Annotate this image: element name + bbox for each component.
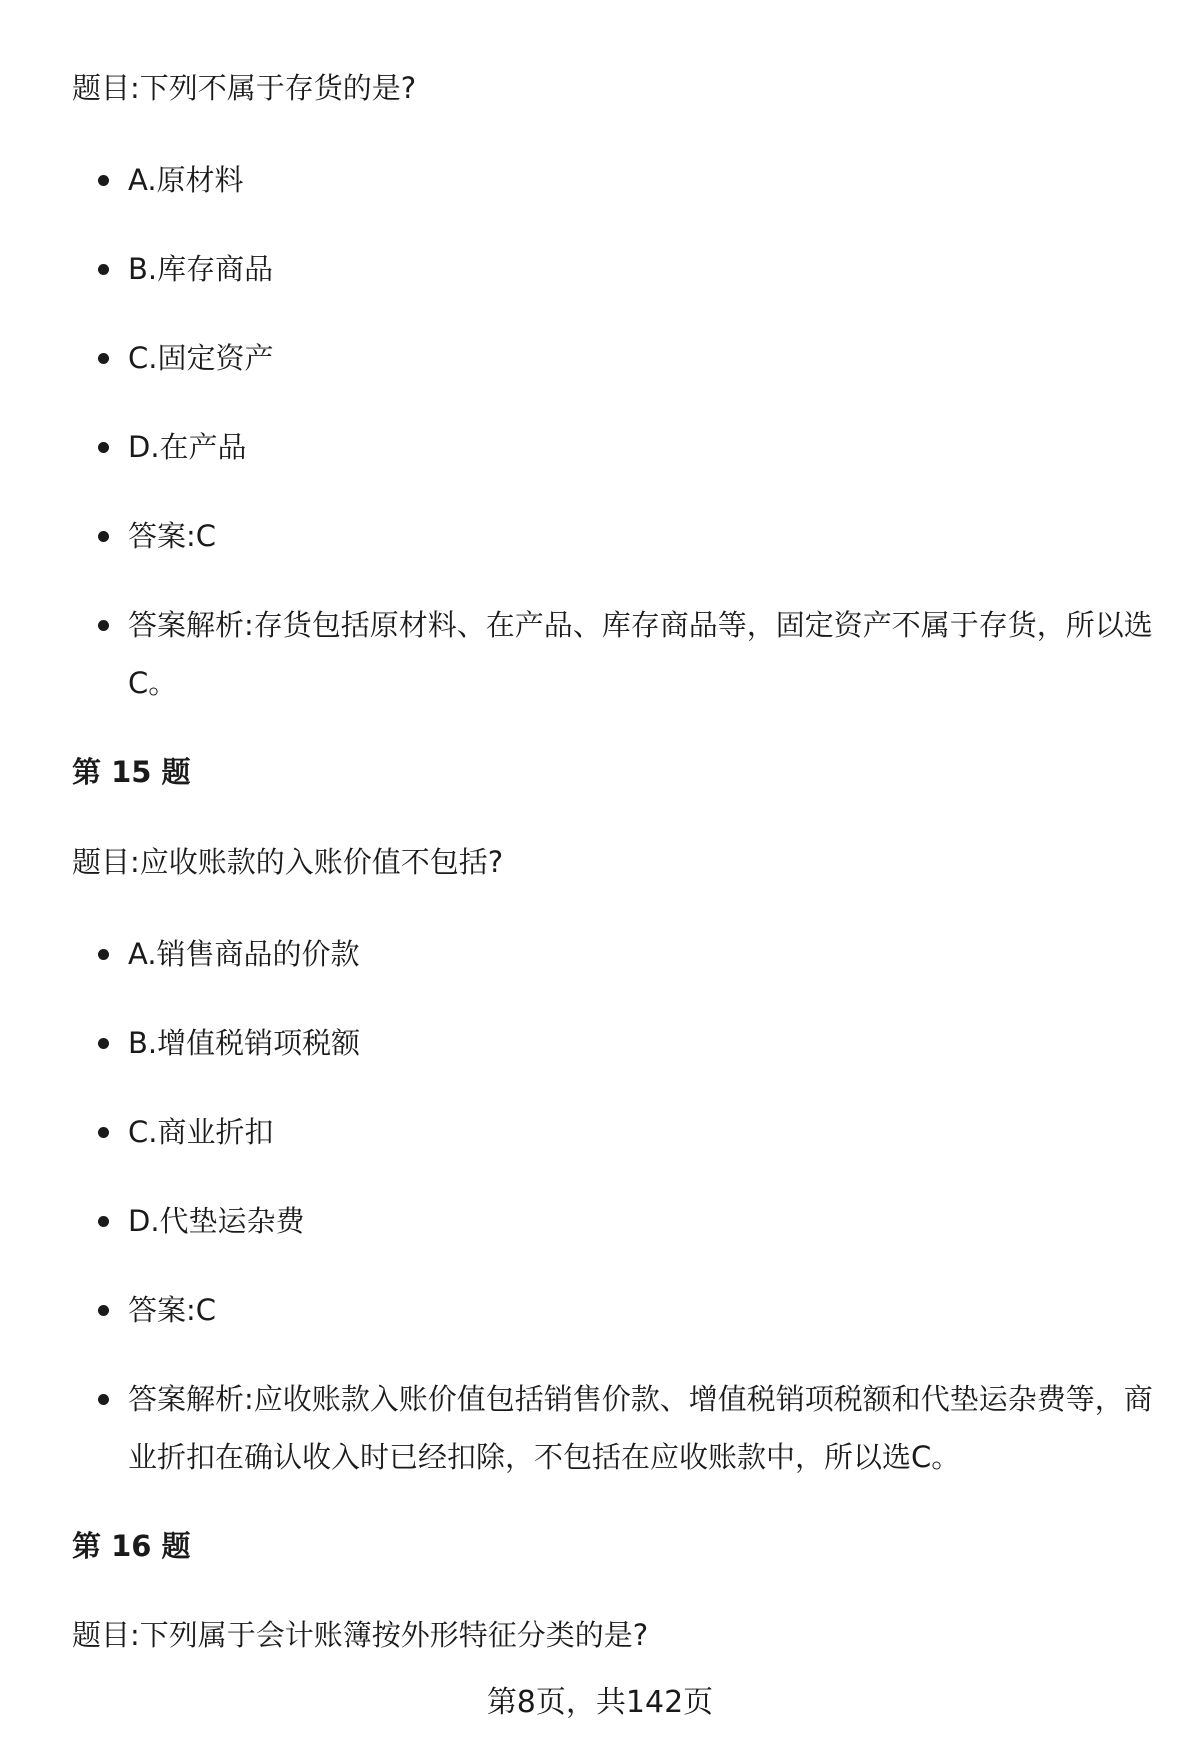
- bullet-icon: [98, 1216, 109, 1227]
- answer: 答案:C: [128, 519, 217, 553]
- bullet-icon: [98, 1038, 109, 1049]
- answer: 答案:C: [128, 1293, 217, 1327]
- option-d: D.代垫运杂费: [128, 1204, 305, 1238]
- bullet-icon: [98, 1305, 109, 1316]
- bullet-icon: [98, 353, 109, 364]
- question-stem: 题目:下列属于会计账簿按外形特征分类的是?: [72, 1618, 649, 1652]
- question-stem: 题目:应收账款的入账价值不包括?: [72, 845, 504, 879]
- bullet-icon: [98, 531, 109, 542]
- question-stem: 题目:下列不属于存货的是?: [72, 71, 417, 105]
- option-c: C.商业折扣: [128, 1115, 274, 1149]
- bullet-icon: [98, 175, 109, 186]
- bullet-icon: [98, 620, 109, 631]
- question-heading: 第 16 题: [72, 1529, 191, 1563]
- bullet-icon: [98, 264, 109, 275]
- option-b: B.库存商品: [128, 252, 274, 286]
- question-heading: 第 15 题: [72, 755, 191, 789]
- option-a: A.销售商品的价款: [128, 937, 360, 971]
- answer-explanation: 答案解析:应收账款入账价值包括销售价款、增值税销项税额和代垫运杂费等，商业折扣在确认收入时已经扣除，不包括在应收账款中，所以选C。: [128, 1382, 1153, 1474]
- option-c: C.固定资产: [128, 341, 274, 375]
- bullet-icon: [98, 442, 109, 453]
- page-number: 第8页，共142页: [486, 1685, 714, 1720]
- bullet-icon: [98, 1394, 109, 1405]
- bullet-icon: [98, 1127, 109, 1138]
- option-d: D.在产品: [128, 430, 247, 464]
- option-b: B.增值税销项税额: [128, 1026, 361, 1060]
- bullet-icon: [98, 949, 109, 960]
- option-a: A.原材料: [128, 163, 244, 197]
- answer-explanation: 答案解析:存货包括原材料、在产品、库存商品等，固定资产不属于存货，所以选C。: [128, 608, 1153, 700]
